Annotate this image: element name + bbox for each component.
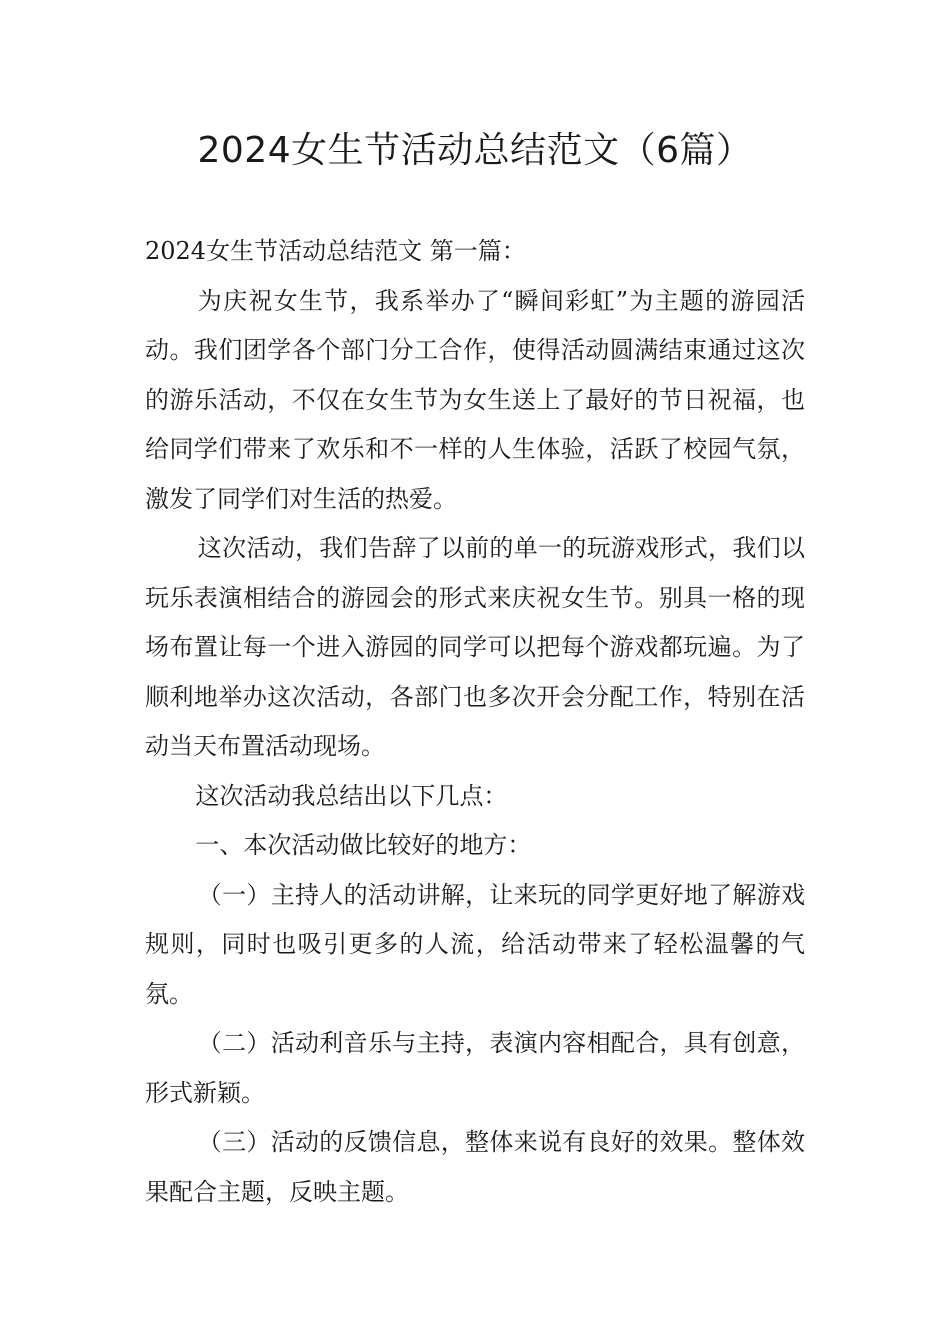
paragraph-activity-form: 这次活动，我们告辞了以前的单一的玩游戏形式，我们以玩乐表演相结合的游园会的形式来庆祝女生节。别具一格的现场布置让每一个进入游园的同学可以把每个游戏都玩遍。为了顺利地举办这次活动，各部门也多次开会分配工作，特别在活动当天布置活动现场。: [145, 534, 805, 760]
paragraph-summary-lead: 这次活动我总结出以下几点：: [195, 781, 508, 810]
paragraph-point-3: （三）活动的反馈信息，整体来说有良好的效果。整体效果配合主题，反映主题。: [145, 1128, 805, 1206]
paragraph-point-2: （二）活动利音乐与主持，表演内容相配合，具有创意，形式新颖。: [145, 1029, 805, 1107]
document-title: 2024女生节活动总结范文（6篇）: [197, 130, 753, 171]
paragraph-intro: 为庆祝女生节，我系举办了“瞬间彩虹”为主题的游园活动。我们团学各个部门分工合作，使得活动圆满结束通过这次的游乐活动，不仅在女生节为女生送上了最好的节日祝福，也给同学们带来了欢乐和不一样的人生体验，活跃了校园气氛，激发了同学们对生活的热爱。: [145, 286, 805, 513]
paragraph-point-heading: 一、本次活动做比较好的地方：: [195, 831, 532, 859]
paragraph-point-1: （一）主持人的活动讲解，让来玩的同学更好地了解游戏规则，同时也吸引更多的人流，给活动带来了轻松温馨的气氛。: [145, 880, 805, 1008]
document-body: [145, 227, 805, 1217]
section-heading: 2024女生节活动总结范文 第一篇：: [145, 237, 526, 265]
